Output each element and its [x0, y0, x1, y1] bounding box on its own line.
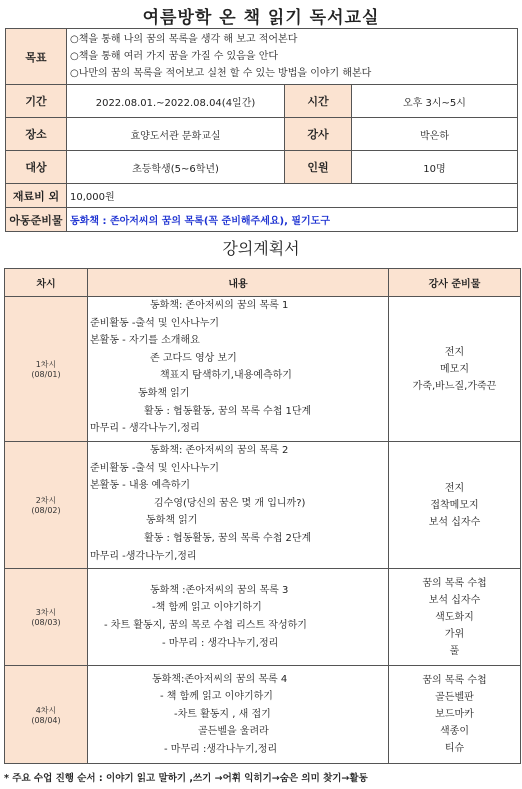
content-line: - 책 함께 읽고 이야기하기 [160, 691, 273, 703]
goal-label: 목표 [6, 29, 67, 85]
table-row [5, 442, 521, 569]
materials-cell [389, 442, 521, 569]
people-value: 10명 [352, 151, 518, 184]
footnote: * 주요 수업 진행 순서 : 이야기 읽고 말하기 ,쓰기 →어휘 익히기→숨은 의미 찾기→활동 [4, 773, 368, 784]
material-item: 티슈 [444, 743, 465, 754]
content-line: 준비활동 -출석 및 인사나누기 [90, 317, 220, 329]
period-value: 2022.08.01.~2022.08.04(4일간) [67, 85, 285, 118]
content-cell [88, 569, 389, 666]
goal-item: ○책을 통해 여러 가지 꿈을 가질 수 있음을 안다 [70, 51, 279, 62]
content-cell [88, 666, 389, 764]
material-item: 전지 [444, 346, 465, 358]
content-line: 마무리 - 생각나누기,정리 [90, 423, 200, 435]
table-row [5, 297, 521, 442]
target-label: 대상 [6, 151, 67, 184]
goal-item: ○책을 통해 나의 꿈의 목록을 생각 해 보고 적어본다 [70, 34, 298, 45]
teacher-value: 박은하 [352, 118, 518, 151]
table-row [5, 569, 521, 666]
content-line: 김수영(당신의 꿈은 몇 개 입니까?) [154, 497, 306, 509]
fee-label: 재료비 외 [6, 184, 67, 208]
content-line: 동화책: 존아저씨의 꿈의 목록 1 [150, 300, 289, 311]
content-line: - 마무리 :생각나누기,정리 [164, 743, 278, 755]
content-line: 존 고다드 영상 보기 [150, 352, 237, 364]
content-line: 본활동 - 자기를 소개해요 [90, 335, 200, 347]
content-line: - 차트 활동지, 꿈의 목로 수첩 리스트 작성하기 [104, 620, 307, 631]
content-line: 준비활동 -출석 및 인사나누기 [90, 462, 220, 474]
session-date: (08/01) [31, 370, 61, 379]
session-date: (08/03) [31, 618, 61, 627]
material-item: 가위 [444, 628, 465, 640]
header-materials: 강사 준비물 [389, 269, 521, 297]
goal-item: ○나만의 꿈의 목록을 적어보고 실천 할 수 있는 방법을 이야기 해본다 [70, 68, 372, 79]
material-item: 접착메모지 [430, 499, 479, 511]
content-line: 동화책 읽기 [146, 515, 198, 527]
content-line: 동화책 :존아저씨의 꿈의 목록 3 [150, 584, 289, 596]
session-number: 4차시 [35, 705, 57, 715]
materials-cell [389, 569, 521, 666]
material-item: 꿈의 목록 수첩 [422, 675, 487, 686]
place-label: 장소 [6, 118, 67, 151]
material-item: 메모지 [440, 363, 469, 375]
session-date: (08/02) [31, 506, 61, 515]
materials-cell [389, 297, 521, 442]
material-item: 보드마카 [435, 709, 474, 720]
place-value: 효양도서관 문화교실 [67, 118, 285, 151]
session-cell [5, 297, 88, 442]
material-item: 꿈의 목록 수첩 [422, 577, 487, 589]
material-item: 전지 [444, 482, 465, 494]
content-line: 마무리 -생각나누기,정리 [90, 550, 197, 562]
content-line: 동화책: 존아저씨의 꿈의 목록 2 [150, 445, 289, 456]
material-item: 색도화지 [435, 611, 474, 623]
session-number: 3차시 [35, 608, 57, 617]
session-cell [5, 442, 88, 569]
info-table [5, 28, 518, 232]
material-item: 보석 십자수 [428, 594, 481, 606]
session-number: 1차시 [35, 360, 57, 369]
content-line: 활동 : 협동활동, 꿈의 목록 수첩 1단계 [144, 405, 312, 417]
people-label: 인원 [285, 151, 352, 184]
time-label: 시간 [285, 85, 352, 118]
period-label: 기간 [6, 85, 67, 118]
session-cell [5, 569, 88, 666]
content-line: 활동 : 협동활동, 꿈의 목록 수첩 2단계 [144, 532, 312, 544]
plan-title: 강의계획서 [222, 239, 300, 258]
content-line: 골든벨을 울려라 [198, 726, 269, 738]
header-content: 내용 [88, 269, 389, 297]
content-line: 책표지 탐색하기,내용예측하기 [160, 370, 292, 382]
content-line: - 마무리 : 생각나누기,정리 [162, 637, 279, 649]
table-row [5, 666, 521, 764]
content-cell [88, 297, 389, 442]
material-item: 보석 십자수 [428, 516, 481, 528]
session-date: (08/04) [31, 715, 61, 725]
material-item: 가죽,바느질,가죽끈 [412, 380, 497, 392]
plan-table [4, 268, 521, 764]
material-item: 색종이 [440, 726, 469, 737]
content-cell [88, 442, 389, 569]
material-item: 골든벨판 [435, 692, 474, 703]
time-value: 오후 3시~5시 [352, 85, 518, 118]
session-number: 2차시 [35, 496, 57, 505]
header-session: 차시 [5, 269, 88, 297]
content-line: 동화책 읽기 [138, 387, 190, 399]
content-line: 동화책:존아저씨의 꿈의 목록 4 [152, 673, 288, 685]
goal-list [67, 29, 518, 85]
material-item: 풀 [449, 645, 460, 657]
kid-prep-label: 아동준비물 [6, 208, 67, 232]
page-title: 여름방학 온 책 읽기 독서교실 [142, 8, 380, 28]
target-value: 초등학생(5~6학년) [67, 151, 285, 184]
content-line: 본활동 - 내용 예측하기 [90, 480, 191, 492]
content-line: -차트 활동지 , 새 접기 [174, 708, 271, 720]
content-line: -책 함께 읽고 이야기하기 [152, 602, 262, 614]
session-cell [5, 666, 88, 764]
teacher-label: 강사 [285, 118, 352, 151]
fee-value: 10,000원 [67, 184, 518, 208]
kid-prep-value: 동화책 : 존아저씨의 꿈의 목록(꼭 준비해주세요), 필기도구 [67, 208, 518, 232]
materials-cell [389, 666, 521, 764]
